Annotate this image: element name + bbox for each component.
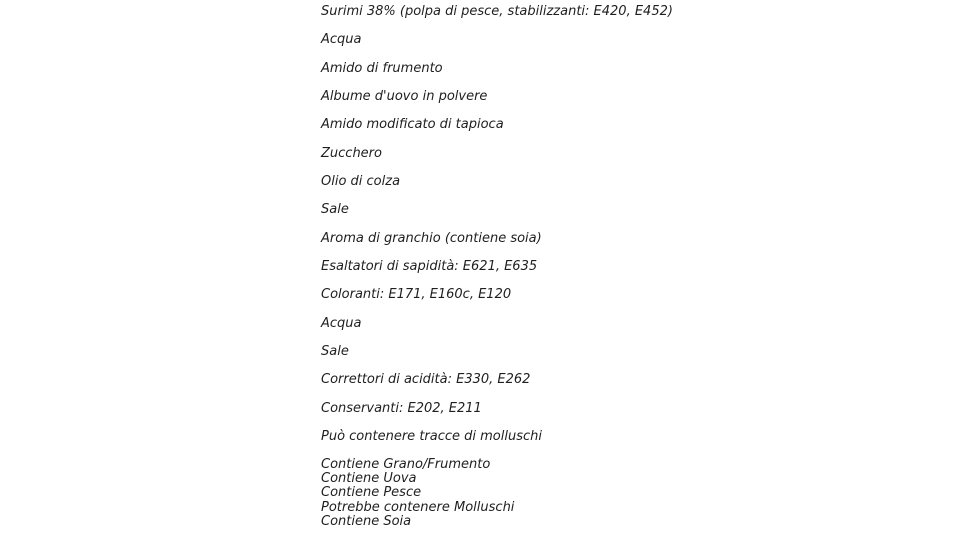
ingredient-item: Coloranti: E171, E160c, E120 <box>321 287 512 303</box>
ingredient-item: Correttori di acidità: E330, E262 <box>321 372 531 388</box>
allergen-item: Contiene Uova <box>321 471 417 487</box>
ingredient-item: Acqua <box>321 32 362 48</box>
ingredients-list <box>321 4 673 458</box>
allergen-item: Contiene Pesce <box>321 485 422 501</box>
ingredient-item: Amido di frumento <box>321 60 443 76</box>
allergens-list <box>321 458 514 529</box>
ingredient-item: Albume d'uovo in polvere <box>321 89 488 105</box>
ingredient-item: Zucchero <box>321 145 382 161</box>
ingredient-item: Acqua <box>321 315 362 331</box>
ingredient-item: Esaltatori di sapidità: E621, E635 <box>321 259 538 275</box>
ingredient-item: Olio di colza <box>321 174 401 190</box>
ingredient-item: Conservanti: E202, E211 <box>321 400 482 416</box>
ingredient-item: Sale <box>321 344 349 360</box>
ingredient-item: Sale <box>321 202 349 218</box>
ingredient-item: Surimi 38% (polpa di pesce, stabilizzanti: E420, E452) <box>321 4 673 19</box>
allergen-item: Contiene Soia <box>321 513 412 529</box>
ingredient-item: Può contenere tracce di molluschi <box>321 429 542 445</box>
allergen-item: Potrebbe contenere Molluschi <box>321 499 515 515</box>
ingredient-item: Aroma di granchio (contiene soia) <box>321 230 542 246</box>
ingredient-item: Amido modificato di tapioca <box>321 117 504 133</box>
allergen-item: Contiene Grano/Frumento <box>321 457 491 472</box>
